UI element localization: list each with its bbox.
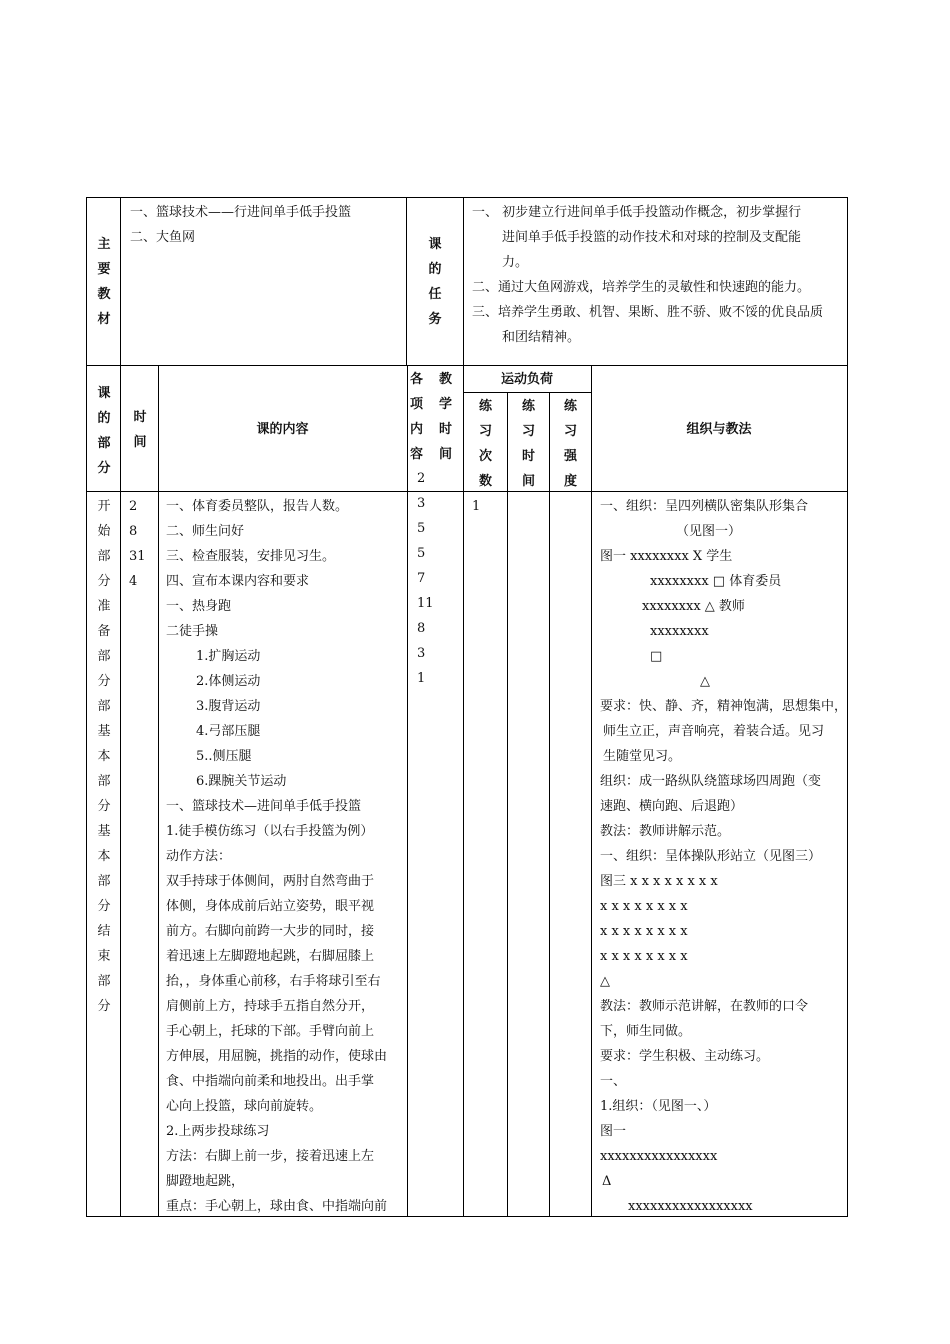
task-label: 课 的 任 务	[428, 237, 442, 327]
item-time-value: 2	[417, 471, 426, 486]
content-line: 体侧，身体成前后站立姿势，眼平视	[166, 899, 375, 914]
main-material-label: 主 要 教 材	[97, 237, 111, 327]
content-line: 食、中指端向前柔和地投出。出手掌	[166, 1074, 375, 1089]
content-line: 一、体育委员整队，报告人数。	[166, 499, 349, 514]
content-line: 2.体侧运动	[196, 674, 261, 689]
content-line: 5..侧压腿	[196, 749, 252, 764]
task-item: 二、通过大鱼网游戏，培养学生的灵敏性和快速跑的能力。	[472, 280, 811, 295]
time-value: 31	[129, 549, 146, 564]
org-line: x x x x x x x x	[600, 949, 688, 964]
content-line: 4.弓部压腿	[196, 724, 261, 739]
column-header-intensity: 练 习 强 度	[563, 399, 577, 489]
content-line: 方伸展，用屈腕，挑指的动作，使球由	[166, 1049, 388, 1064]
lesson-content	[166, 494, 387, 1219]
task-item: 和团结精神。	[502, 330, 581, 345]
content-line: 2.上两步投球练习	[166, 1124, 270, 1139]
time-value: 4	[129, 574, 138, 589]
content-line: 前方。右脚向前跨一大步的同时，接	[166, 924, 375, 939]
content-line: 动作方法：	[166, 849, 232, 864]
org-line: 图一 xxxxxxxx X 学生	[600, 549, 733, 564]
org-line: 下，师生同做。	[600, 1024, 692, 1039]
task-item: 三、培养学生勇敢、机智、果断、胜不骄、败不馁的优良品质	[472, 305, 824, 320]
content-line: 二、师生问好	[166, 524, 245, 539]
item-time-values	[417, 466, 434, 691]
org-line: xxxxxxxx	[650, 624, 709, 639]
task-item: 力。	[502, 255, 529, 270]
column-header-duration: 练 习 时 间	[521, 399, 535, 489]
org-line: 师生立正，声音响亮，着装合适。见习	[603, 724, 825, 739]
item-time-value: 7	[417, 571, 426, 586]
item-time-value: 11	[417, 596, 434, 611]
item-time-value: 1	[417, 671, 426, 686]
content-line: 重点：手心朝上，球由食、中指端向前	[166, 1199, 388, 1214]
org-line: 1.组织：（见图一、）	[600, 1099, 717, 1114]
content-line: 抬，，身体重心前移，右手将球引至右	[166, 974, 381, 989]
item-time-value: 3	[417, 496, 426, 511]
item-time-value: 5	[417, 521, 426, 536]
column-header-content: 课的内容	[256, 422, 309, 437]
org-line: xxxxxxxxxxxxxxxx	[600, 1149, 718, 1164]
content-line: 1.徒手模仿练习（以右手投篮为例）	[166, 824, 374, 839]
content-line: 着迅速上左脚蹬地起跳，右脚屈膝上	[166, 949, 375, 964]
main-material-item: 一、篮球技术——行进间单手低手投篮	[130, 205, 352, 220]
content-line: 脚蹬地起跳，	[166, 1174, 245, 1189]
content-line: 肩侧前上方，持球手五指自然分开，	[166, 999, 375, 1014]
practice-count-value: 1	[472, 499, 481, 514]
org-line: 一、组织：呈体操队形站立（见图三）	[600, 849, 822, 864]
org-line: 一、组织：呈四列横队密集队形集合	[600, 499, 809, 514]
time-value: 2	[129, 499, 138, 514]
org-line: xxxxxxxx △ 教师	[642, 599, 745, 614]
main-material-item: 二、大鱼网	[130, 230, 196, 245]
content-line: 手心朝上，托球的下部。手臂向前上	[166, 1024, 375, 1039]
column-header-organization: 组织与教法	[686, 422, 752, 437]
org-line: 生随堂见习。	[603, 749, 682, 764]
org-line: x x x x x x x x	[600, 924, 688, 939]
org-line: 教法：教师示范讲解，在教师的口令	[600, 999, 809, 1014]
org-line: □	[650, 649, 663, 664]
org-line: 一、	[600, 1074, 627, 1089]
org-line: 图一	[600, 1124, 627, 1139]
task-list	[472, 200, 823, 350]
org-line: xxxxxxxx □ 体育委员	[650, 574, 782, 589]
time-values	[129, 494, 146, 594]
task-item: 进间单手低手投篮的动作技术和对球的控制及支配能	[502, 230, 802, 245]
item-time-value: 3	[417, 646, 426, 661]
time-value: 8	[129, 524, 138, 539]
org-line: 要求：快、静、齐，精神饱满，思想集中，	[600, 699, 848, 714]
content-line: 6.踝腕关节运动	[196, 774, 287, 789]
column-header-item-time: 各 教 项 学 内 时 容 间	[410, 372, 452, 462]
item-time-value: 5	[417, 546, 426, 561]
org-line: x x x x x x x x	[600, 899, 688, 914]
content-line: 二徒手操	[166, 624, 219, 639]
content-line: 心向上投篮，球向前旋转。	[166, 1099, 323, 1114]
column-header-part: 课 的 部 分	[97, 386, 111, 476]
org-line: △	[700, 674, 710, 689]
org-line: 教法：教师讲解示范。	[600, 824, 731, 839]
organization-method	[600, 494, 847, 1219]
content-line: 三、检查服装，安排见习生。	[166, 549, 336, 564]
column-header-time: 时 间	[133, 410, 147, 450]
org-line: 要求：学生积极、主动练习。	[600, 1049, 770, 1064]
content-line: 3.腹背运动	[196, 699, 261, 714]
org-line: 速跑、横向跑、后退跑）	[600, 799, 744, 814]
org-line: △	[600, 974, 610, 989]
org-line: 图三 x x x x x x x x	[600, 874, 718, 889]
column-header-load: 运动负荷	[500, 372, 553, 387]
lesson-part-column: 开 始 部 分 准 备 部 分 部 基 本 部 分 基 本 部 分 结 束 部 分	[97, 499, 111, 1014]
content-line: 四、宣布本课内容和要求	[166, 574, 310, 589]
org-line: xxxxxxxxxxxxxxxxx	[628, 1199, 753, 1214]
item-time-value: 8	[417, 621, 426, 636]
org-line: 组织：成一路纵队绕篮球场四周跑（变	[600, 774, 822, 789]
content-line: 一、篮球技术—进间单手低手投篮	[166, 799, 362, 814]
task-item: 一、 初步建立行进间单手低手投篮动作概念，初步掌握行	[472, 205, 802, 220]
content-line: 一、热身跑	[166, 599, 232, 614]
org-line: Δ	[602, 1174, 612, 1189]
content-line: 方法：右脚上前一步，接着迅速上左	[166, 1149, 375, 1164]
org-line: （见图一）	[676, 524, 742, 539]
content-line: 双手持球于体侧间，两肘自然弯曲于	[166, 874, 375, 889]
main-material-list	[130, 200, 351, 250]
content-line: 1.扩胸运动	[196, 649, 261, 664]
column-header-count: 练 习 次 数	[478, 399, 492, 489]
